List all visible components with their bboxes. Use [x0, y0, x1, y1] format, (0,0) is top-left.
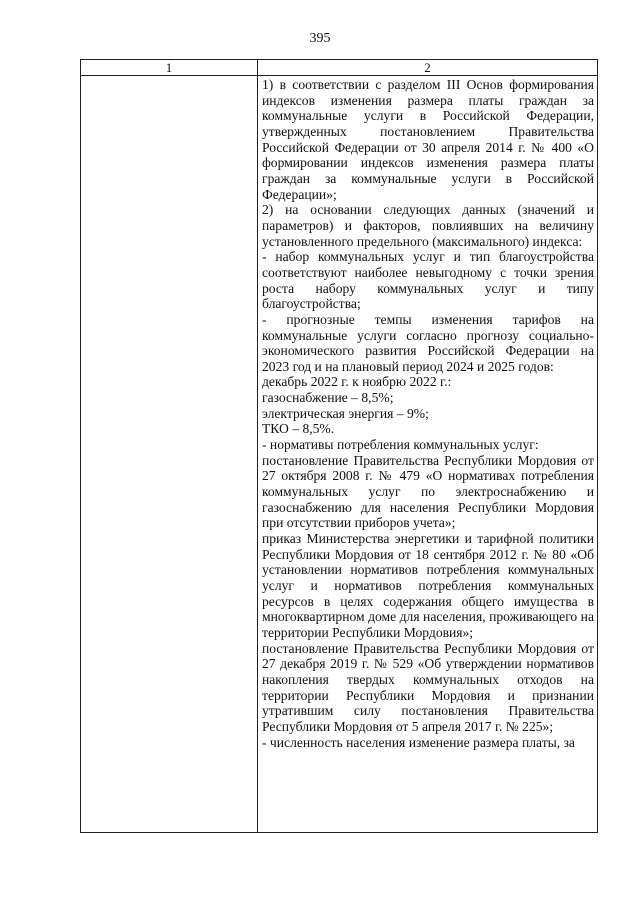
table-header-row — [81, 60, 598, 76]
document-table — [80, 59, 598, 833]
col2-cell — [258, 76, 598, 833]
paragraph-resolution-529: постановление Правительства Республики Мордовия от 27 декабря 2019 г. № 529 «Об утверждении нормативов накопления твердых коммунальных отходов на территории Республики Мордовия и признании утратившим силу постановления Правительства Республики Мордовия от 5 апреля 2017 г. № 225»; — [262, 640, 594, 734]
paragraph-tko: ТКО – 8,5%. — [262, 421, 335, 437]
paragraph-gas: газоснабжение – 8,5%; — [262, 390, 394, 406]
paragraph-period: декабрь 2022 г. к ноябрю 2022 г.: — [262, 374, 452, 390]
paragraph-basis-2: 2) на основании следующих данных (значений и параметров) и факторов, повлиявших на величину установленного предельного (максимального) индекса: — [262, 202, 594, 249]
table-body-row — [81, 76, 598, 833]
page-number: 395 — [309, 31, 331, 46]
paragraph-tariff-forecast: - прогнозные темпы изменения тарифов на коммунальные услуги согласно прогнозу социально-экономического развития Российской Федерации на 2023 год и на плановый период 2024 и 2025 годов: — [262, 311, 594, 374]
header-cell-1: 1 — [81, 60, 258, 76]
paragraph-basis-1: 1) в соответствии с разделом III Основ формирования индексов изменения размера платы граждан за коммунальные услуги в Российской Федерации, утвержденных постановлением Правительства Российской Федерации от 30 апреля 2014 г. № 400 «О формировании индексов изменения размера платы граждан за коммунальные услуги в Российской Федерации»; — [262, 77, 594, 202]
paragraph-service-set: - набор коммунальных услуг и тип благоустройства соответствуют наиболее невыгодному с точки зрения роста набору коммунальных услуг и типу благоустройства; — [262, 249, 594, 312]
paragraph-order-80: приказ Министерства энергетики и тарифной политики Республики Мордовия от 18 сентября 2012 г. № 80 «Об установлении нормативов потребления коммунальных услуг и нормативов потребления коммунальных ресурсов в целях содержания общего имущества в многоквартирном доме для населения, проживающего на территории Республики Мордовия»; — [262, 531, 594, 640]
paragraph-resolution-479: постановление Правительства Республики Мордовия от 27 октября 2008 г. № 479 «О нормативах потребления коммунальных услуг по электроснабжению и газоснабжению для населения Республики Мордовия при отсутствии приборов учета»; — [262, 452, 594, 531]
paragraph-electricity: электрическая энергия – 9%; — [262, 405, 429, 421]
paragraph-population: - численность населения изменение размера платы, за — [262, 734, 575, 750]
header-cell-2: 2 — [258, 60, 598, 76]
paragraph-norms-heading: - нормативы потребления коммунальных услуг: — [262, 437, 539, 453]
col1-cell — [81, 76, 258, 833]
